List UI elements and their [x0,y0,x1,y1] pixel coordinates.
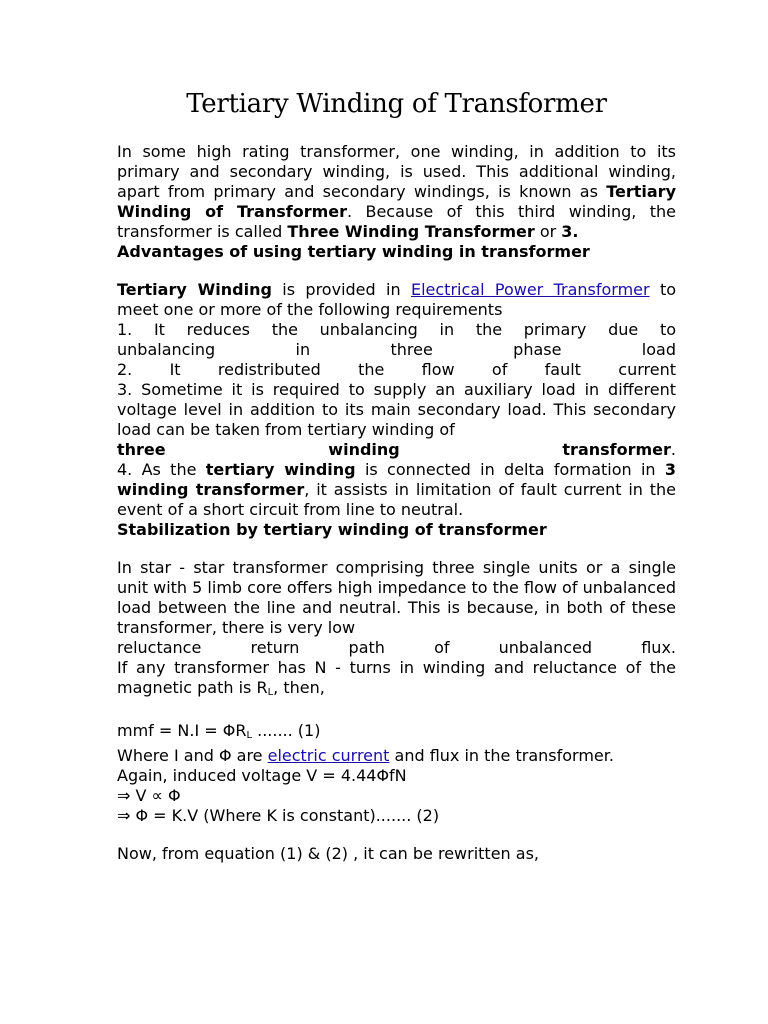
induced-voltage-line: Again, induced voltage V = 4.44ΦfN [117,766,407,785]
proportional-line: ⇒ V ∝ Φ [117,786,181,805]
equation-1: mmf = $N.I = \Phi R_L$ ....... (1) [117,721,321,741]
where-line: Where I and Φ are electric current and flux in the transformer. [117,746,614,765]
term-tertiary-winding: Tertiary Winding of Transformer [117,182,676,221]
advantage-item-1-line-2: unbalancing in three phase load [117,340,676,359]
advantage-item-4: 4. As the tertiary winding is connected in delta formation in 3 winding transformer, it assists in limitation of fault current in the event of a short circuit from line to neutral. [117,460,677,519]
advantages-heading: Advantages of using tertiary winding in transformer [117,242,590,261]
equation-2: ⇒ Φ = K.V (Where K is constant)....... (2) [117,806,440,825]
advantages-lead: Tertiary Winding is provided in Electrical Power Transformer to meet one or more of the following requirements [117,280,677,319]
intro-paragraph: In some high rating transformer, one winding, in addition to its primary and secondary winding, is used. This additional winding, apart from primary and secondary windings, is known as Tertiary Winding of Transformer. Because of this third winding, the transformer is called Three Winding Transformer or 3. [117,142,676,241]
term-three-winding: Three Winding Transformer [287,222,535,241]
advantage-item-3-end: three winding transformer. [117,440,676,459]
advantage-item-3: 3. Sometime it is required to supply an auxiliary load in different voltage level in addition to its main secondary load. This secondary load can be taken from tertiary winding of [117,380,676,439]
reluctance-paragraph: If any transformer has N - turns in winding and reluctance of the magnetic path is $R_L$, then, [117,658,676,698]
rewrite-line: Now, from equation (1) & (2) , it can be rewritten as, [117,844,539,863]
advantage-item-1-line-1: 1. It reduces the unbalancing in the primary due to [117,320,676,339]
page-title: Tertiary Winding of Transformer [186,89,607,119]
advantage-item-2: 2. It redistributed the flow of fault current [117,360,676,379]
stabilization-heading: Stabilization by tertiary winding of transformer [117,520,547,539]
stabilization-paragraph: In star - star transformer comprising three single units or a single unit with 5 limb core offers high impedance to the flow of unbalanced load between the line and neutral. This is because, in both of these transformer, there is very low [117,558,676,637]
electrical-power-transformer-link[interactable]: Electrical Power Transformer [410,280,650,299]
stabilization-paragraph-last-line: reluctance return path of unbalanced flux. [117,638,676,657]
electric-current-link[interactable]: electric current [267,746,390,765]
